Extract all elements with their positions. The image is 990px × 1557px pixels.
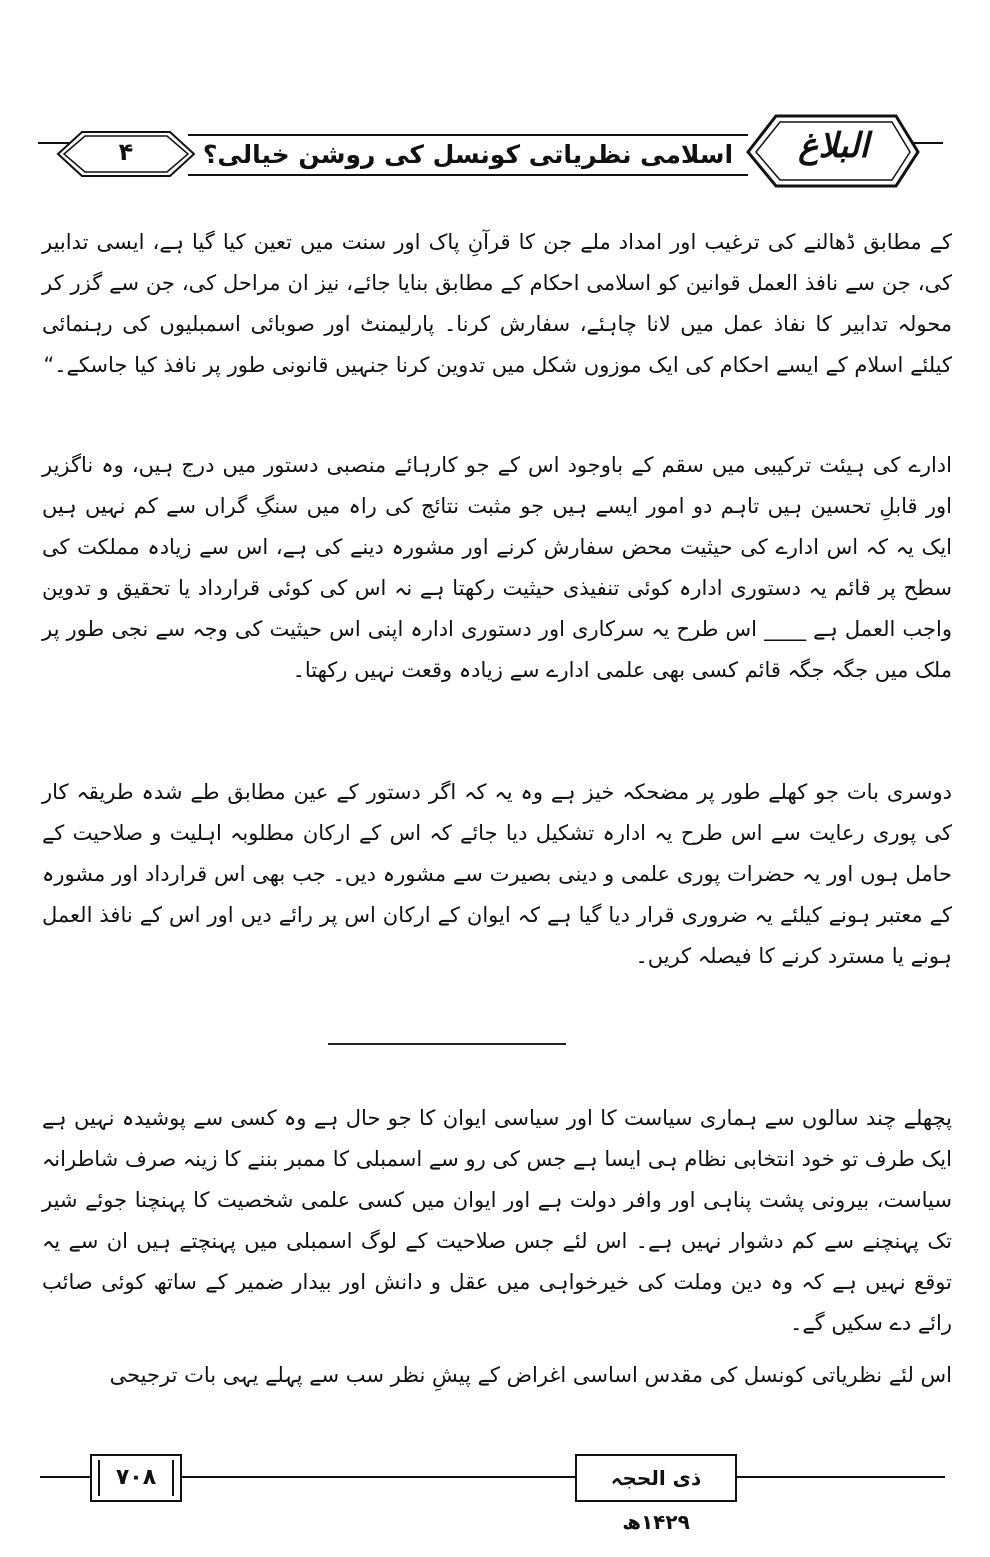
- footer-rule-middle: [180, 1476, 575, 1478]
- footer-page-number-inner: [98, 1460, 174, 1496]
- paragraph-text: دوسری بات جو کھلے طور پر مضحکہ خیز ہے وہ یہ کہ اگر دستور کے عین مطابق طے شدہ طریقہ کار کی پوری رعایت سے اس طرح یہ ادارہ تشکیل دیا جائے کہ اس کے ارکان مطلوبہ اہلیت و صلاحیت کے حامل ہوں اور یہ حضرات پوری علمی و دینی بصیرت سے مشورہ دیں۔ جب بھی اس قرارداد اور مشورہ کے معتبر ہونے کیلئے یہ ضروری قرار دیا گیا ہے کہ ایوان کے ارکان اس پر رائے دیں اور اس کے نافذ العمل ہونے یا مسترد کرنے کا فیصلہ کریں۔: [42, 780, 952, 968]
- paragraph-text: ادارے کی ہیئت ترکیبی میں سقم کے باوجود اس کے جو کارہائے منصبی دستور میں درج ہیں، وہ ناگزیر اور قابلِ تحسین ہیں تاہم دو امور ایسے ہیں جو مثبت نتائج کی راہ میں سنگِ گراں سے کم نہیں ہیں ایک یہ کہ اس ادارے کی حیثیت محض سفارش کرنے اور مشورہ دینے کی ہے، اس سے زیادہ مملکت کی سطح پر قائم یہ دستوری ادارہ کوئی تنفیذی حیثیت رکھتا ہے نہ اس کی کوئی قرارداد یا تحقیق و تدوین واجب العمل ہے ____ اس طرح یہ سرکاری اور دستوری ادارہ اپنی اس حیثیت کی وجہ سے نجی طور پر ملک میں جگہ جگہ قائم کسی بھی علمی ادارے سے زیادہ وقعت نہیں رکھتا۔: [42, 453, 952, 682]
- header-rule-top: [188, 134, 748, 136]
- page-title: اسلامی نظریاتی کونسل کی روشن خیالی؟: [202, 140, 734, 169]
- magazine-logo: [746, 112, 921, 190]
- footer-page-number: ۷۰۸: [115, 1465, 157, 1490]
- paragraph-text: اس لئے نظریاتی کونسل کی مقدس اساسی اغراض کے پیشِ نظر سب سے پہلے یہی بات ترجیحی: [109, 1363, 952, 1387]
- footer-page-number-box: [90, 1454, 182, 1502]
- paragraph-5: [42, 1355, 952, 1396]
- header-page-number-box: [56, 130, 196, 178]
- paragraph-3: [42, 772, 952, 977]
- footer-rule-left: [40, 1476, 90, 1478]
- footer-rule-right: [735, 1476, 945, 1478]
- page-footer: [40, 1448, 945, 1534]
- section-divider: [328, 1043, 566, 1045]
- paragraph-4: [42, 1098, 952, 1344]
- footer-issue-date-box: [575, 1454, 737, 1534]
- header-rule-bottom: [188, 174, 748, 176]
- paragraph-text: پچھلے چند سالوں سے ہماری سیاست کا اور سیاسی ایوان کا جو حال ہے وہ کسی سے پوشیدہ نہیں ہے ایک طرف تو خود انتخابی نظام ہی ایسا ہے جس کی رو سے اسمبلی کا ممبر بننے کا زینہ صرف شاطرانہ سیاست، بیرونی پشت پناہی اور وافر دولت ہے اور ایوان میں کسی علمی شخصیت کا پہنچنا جوئے شیر تک پہنچنے سے کم دشوار نہیں ہے۔ اس لئے جس صلاحیت کے لوگ اسمبلی میں پہنچتے ہیں ان سے یہ توقع نہیں ہے کہ وہ دین وملت کی خیرخواہی میں عقل و دانش اور بیدار ضمیر کے ساتھ کوئی صائب رائے دے سکیں گے۔: [42, 1106, 952, 1335]
- header-page-number: ۴: [118, 138, 134, 166]
- logo-text: البلاغ: [798, 126, 869, 166]
- paragraph-2: [42, 445, 952, 691]
- paragraph-1: [42, 222, 952, 386]
- footer-issue-date: ذی الحجہ ۱۴۲۹ھ: [610, 1466, 702, 1534]
- paragraph-text: کے مطابق ڈھالنے کی ترغیب اور امداد ملے جن کا قرآنِ پاک اور سنت میں تعین کیا گیا ہے، ایسی تدابیر کی، جن سے نافذ العمل قوانین کو اسلامی احکام کے مطابق بنایا جائے، نیز ان مراحل کی، جن سے گزر کر محولہ تدابیر کا نفاذ عمل میں لانا چاہئے، سفارش کرنا۔ پارلیمنٹ اور صوبائی اسمبلیوں کی رہنمائی کیلئے اسلام کے ایسے احکام کی ایک موزوں شکل میں تدوین کرنا جنہیں قانونی طور پر نافذ کیا جاسکے۔“: [42, 230, 952, 377]
- page-header: [38, 112, 943, 192]
